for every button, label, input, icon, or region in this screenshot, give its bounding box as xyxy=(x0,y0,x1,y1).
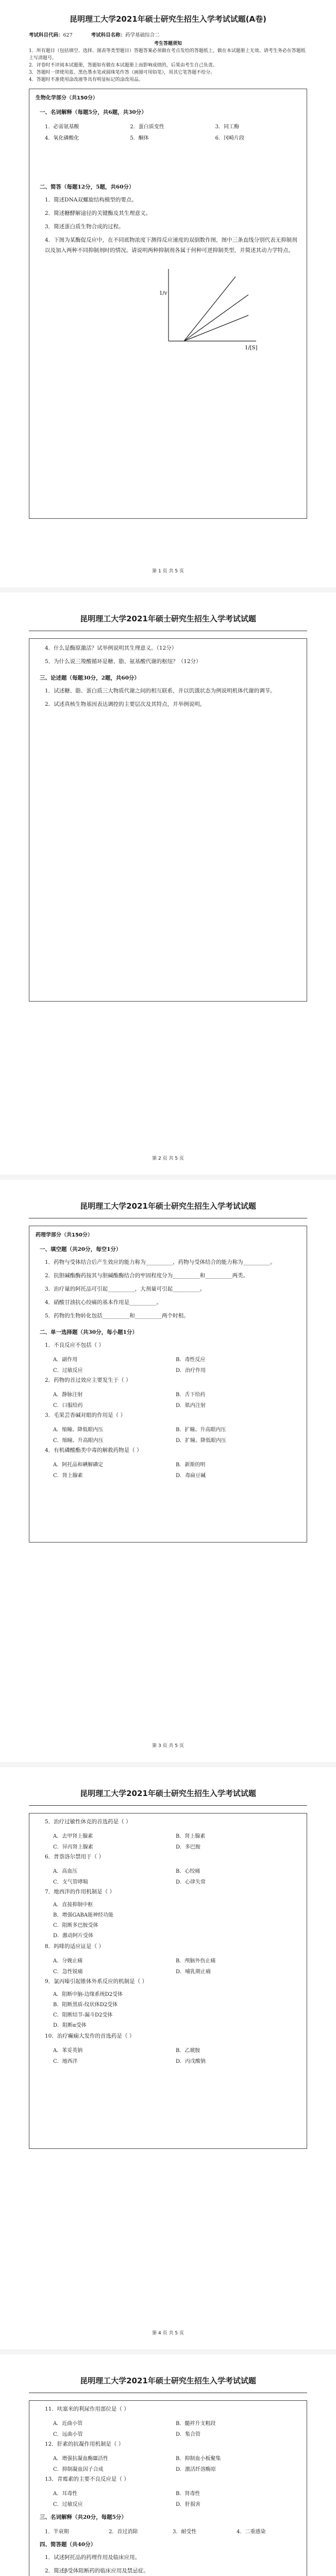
mc-options: A．副作用 B．毒性反应 xyxy=(53,1357,206,1363)
mc-option: D．激动阿片受体 xyxy=(53,1933,94,1939)
part-title: 药理学部分（共150分） xyxy=(36,1232,93,1238)
mc-options: A．缩瞳、降低眼内压 B．扩瞳、升高眼内压 xyxy=(53,1427,226,1433)
term-row: 1．半衰期 2．首过消除 3．耐受性 4．二重感染 xyxy=(45,2529,266,2535)
fill-question: 3．治疗量的阿托品可引起__________，大剂量可引起__________。 xyxy=(45,1286,206,1292)
mc-options: A．苯妥英钠 B．乙琥胺 xyxy=(53,2048,200,2054)
question: 2．简述β受体阻断药的临床应用及禁忌症。 xyxy=(45,2568,149,2574)
mc-options: C．缩瞳、升高眼内压 D．扩瞳、降低眼内压 xyxy=(53,1438,227,1444)
note-item: 1．所有题目（包括填空、选择、图表等类型题目）答题答案必须做在考点发给的答题纸上，做在本试题册上无效。请考生务必在答题纸上写清题号。 xyxy=(29,48,306,61)
fill-question: 5．药物的生物转化包括__________和__________两个时相。 xyxy=(45,1313,189,1319)
mc-question: 3．毛果芸香碱对眼的作用是（ ） xyxy=(45,1412,126,1418)
mc-option: B．阻断黑质-纹状体D2受体 xyxy=(53,2002,118,2008)
mc-question: 1．不良反应不包括（ ） xyxy=(45,1342,105,1348)
term-row: 4．氧化磷酸化 5．酮体 6．冈崎片段 xyxy=(45,135,245,141)
mc-options: C．支气管哮喘 D．心律失常 xyxy=(53,1879,206,1885)
page-5 xyxy=(0,2354,336,2576)
question: 2．试述真核生物基因表达调控的主要层次及其特点，并举例说明。 xyxy=(45,701,206,707)
mc-question: 6．普萘洛尔禁用于（ ） xyxy=(45,1854,105,1860)
mc-option: A．直接抑制中枢 xyxy=(53,1902,93,1908)
fill-question: 2．抗胆碱酯酶药按其与胆碱酯酶结合的牢固程度分为__________和__________两类。 xyxy=(45,1273,249,1279)
plot-line xyxy=(184,295,248,341)
mc-question: 13．青霉素的主要不良反应是（ ） xyxy=(45,2476,129,2482)
mc-options: C．急性锐痛 D．哺乳期止痛 xyxy=(53,1969,211,1975)
mc-question: 10．治疗癫痫大发作的首选药是（ ） xyxy=(45,2033,135,2039)
exam-content-box xyxy=(29,638,307,1002)
note-item: 3．答题时一律使用蓝、黑色墨水笔或圆珠笔作答（画图可用铅笔），用其它笔答题不给分。 xyxy=(29,70,215,75)
mc-question: 9．氯丙嗪引起锥体外系反应的机制是（ ） xyxy=(45,1978,148,1985)
page-title: 昆明理工大学2021年硕士研究生招生入学考试试题(A卷) xyxy=(69,14,267,24)
question: 2．简述糖酵解途径的关键酶及其生理意义。 xyxy=(45,210,152,216)
note-item: 2．评卷时不评阅本试题册，答题如有做在本试题册上而影响成绩的，后果由考生自己负责。 xyxy=(29,63,217,68)
mc-question: 2．药物的首过效应主要发生于（ ） xyxy=(45,1377,131,1383)
mc-options: C．口服给药 D．肌内注射 xyxy=(53,1403,206,1409)
section-title: 三、名词解释（共20分，每题5分） xyxy=(40,2514,127,2520)
fill-question: 1．药物与受体结合后产生效应的能力称为__________，药物与受体结合的能力称为__________。 xyxy=(45,1259,276,1265)
fill-question: 4．硝酸甘油抗心绞痛的基本作用是__________。 xyxy=(45,1299,162,1306)
mc-question: 11．呋塞米的利尿作用部位是（ ） xyxy=(45,2406,129,2412)
section-title: 四、简答题（共40分） xyxy=(40,2541,96,2548)
section-title: 一、名词解释（每题5分，共6题，共30分） xyxy=(40,109,147,115)
mc-options: C．肾上腺素 D．毒扁豆碱 xyxy=(53,1473,206,1479)
exam-meta: 考试科目代码：627 考试科目名称：药学基础综合二 xyxy=(29,32,160,38)
mc-option: C．阻断多巴胺受体 xyxy=(53,1923,98,1928)
mc-options: A．高血压 B．心绞痛 xyxy=(53,1869,200,1874)
page-1 xyxy=(0,0,336,587)
mc-options: C．远曲小管 D．集合管 xyxy=(53,2432,201,2437)
question: 1．试述糖、脂、蛋白质三大物质代谢之间的相互联系，并以饥饿状态为例说明机体代谢的调节。 xyxy=(45,688,276,694)
mc-options: A．去甲肾上腺素 B．肾上腺素 xyxy=(53,1834,206,1839)
section-title: 一、填空题（共20分，每空1分） xyxy=(40,1246,122,1252)
exam-content-box xyxy=(29,1226,307,1543)
section-title: 三、论述题（每题30分，2题，共60分） xyxy=(40,675,140,681)
mc-options: C．过敏反应 D．治疗作用 xyxy=(53,1368,206,1374)
exam-content-box xyxy=(29,89,307,519)
mc-options: A．耳毒性 B．肾毒性 xyxy=(53,2491,200,2497)
page-title: 昆明理工大学2021年硕士研究生招生入学考试试题 xyxy=(80,1789,256,1798)
section-title: 二、简答（每题12分，5题，共60分） xyxy=(40,184,135,190)
page-title: 昆明理工大学2021年硕士研究生招生入学考试试题 xyxy=(80,1201,256,1211)
question: 5．为什么说三羧酸循环是糖、脂、氨基酸代谢的枢纽？（12分） xyxy=(45,658,201,665)
exam-content-box xyxy=(29,2400,307,2576)
mc-question: 4．有机磷酸酯类中毒的解救药物是（ ） xyxy=(45,1447,142,1453)
mc-options: C．过敏反应 D．肝损害 xyxy=(53,2502,201,2507)
mc-question: 5．治疗过敏性休克的首选药是（ ） xyxy=(45,1819,131,1825)
page-title: 昆明理工大学2021年硕士研究生招生入学考试试题 xyxy=(80,614,256,623)
mc-question: 12．肝素的抗凝作用机制是（ ） xyxy=(45,2441,124,2447)
page-title: 昆明理工大学2021年硕士研究生招生入学考试试题 xyxy=(80,2376,256,2385)
section-title: 二、单一选择题（共30分，每小题1分） xyxy=(40,1329,138,1335)
x-axis-label: 1/[S] xyxy=(245,345,258,351)
mc-option: A．阻断中脑-边缘系统D2受体 xyxy=(53,1992,123,1997)
mc-option: B．增强GABA能神经功能 xyxy=(53,1912,114,1918)
notes-heading: 考生答题须知 xyxy=(154,41,182,46)
page-2 xyxy=(0,592,336,1175)
page-footer: 第 1 页 共 5 页 xyxy=(152,569,184,574)
mc-options: A．分娩止痛 B．颅脑外伤止痛 xyxy=(53,1958,216,1964)
mc-options: A．近曲小管 B．髓袢升支粗段 xyxy=(53,2421,216,2427)
page-footer: 第 2 页 共 5 页 xyxy=(152,1156,184,1161)
question: 1．试述阿托品的药理作用及临床应用。 xyxy=(45,2554,141,2561)
part-title: 生物化学部分（共150分） xyxy=(36,95,98,101)
mc-options: C．异丙肾上腺素 D．多巴胺 xyxy=(53,1844,201,1850)
plot-line xyxy=(184,277,236,341)
mc-options: A．阿托品和碘解磷定 B．新斯的明 xyxy=(53,1462,206,1468)
plot-svg xyxy=(158,264,261,351)
mc-option: C．阻断结节-漏斗D2受体 xyxy=(53,2012,113,2018)
page-footer: 第 3 页 共 5 页 xyxy=(152,1743,184,1749)
question: 3．简述蛋白质生物合成的过程。 xyxy=(45,224,124,230)
plot-line xyxy=(184,315,248,341)
y-axis-label: 1/v xyxy=(159,291,167,296)
mc-option: D．阻断α受体 xyxy=(53,2023,87,2028)
term-row: 1．必需氨基酸 2．蛋白质变性 3．同工酶 xyxy=(45,124,240,130)
mc-options: A．静脉注射 B．舌下给药 xyxy=(53,1392,206,1398)
question: 1．简述DNA双螺旋结构模型的要点。 xyxy=(45,197,137,203)
mc-question: 7．地西泮的作用机制是（ ） xyxy=(45,1889,115,1895)
page-footer: 第 4 页 共 5 页 xyxy=(152,2331,184,2336)
page-3 xyxy=(0,1180,336,1762)
mc-options: C．地西泮 D．丙戊酸钠 xyxy=(53,2059,206,2064)
mc-options: C．抑制凝血因子合成 D．激活纤溶酶原 xyxy=(53,2467,216,2472)
page-4 xyxy=(0,1767,336,2349)
exam-notes xyxy=(0,40,336,83)
lineweaver-burk-figure xyxy=(29,259,307,364)
question: 4．下图为某酶促反应中，在不同底物浓度下测得反应速度的双倒数作图，图中三条直线分别代表无抑制剂以及加入两种不同抑制剂时的情况。请说明两种抑制剂各属于何种可逆抑制类型，并简述其动力学特点。 xyxy=(45,237,297,253)
mc-options: A．增强抗凝血酶Ⅲ活性 B．抑制血小板聚集 xyxy=(53,2456,221,2462)
question: 4．什么是酶原激活？试举例说明其生理意义。（12分） xyxy=(45,645,177,651)
mc-question: 8．吗啡的适应证是（ ） xyxy=(45,1943,105,1950)
note-item: 4．答题时不准使用涂改液等具有明显标记的涂改用品。 xyxy=(29,77,143,82)
exam-name: 药学基础综合二 xyxy=(125,32,160,38)
exam-code: 627 xyxy=(63,32,73,38)
exam-content-box xyxy=(29,1813,307,2149)
